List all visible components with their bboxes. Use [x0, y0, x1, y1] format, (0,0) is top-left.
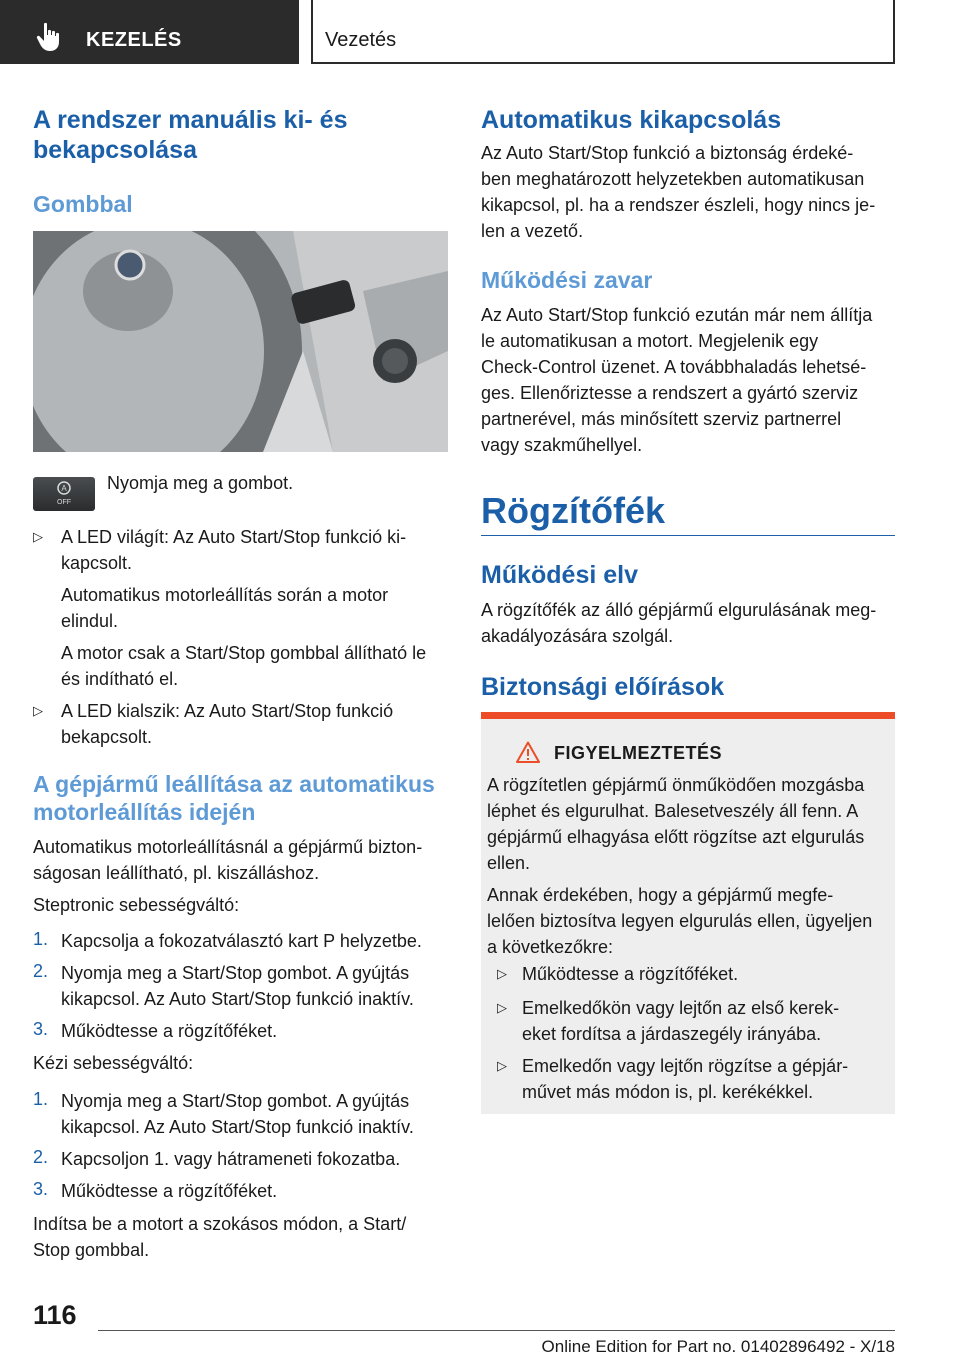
- heading-safety: Biztonsági előírások: [481, 673, 725, 701]
- led-on-line1: A LED világít: Az Auto Start/Stop funkció ki-: [61, 527, 407, 547]
- heading-manual: A rendszer manuális ki- és bekapcsolása: [33, 106, 348, 164]
- list-number: 3.: [33, 1019, 49, 1039]
- manual-line2: és indítható el.: [61, 669, 179, 689]
- chapter-title: KEZELÉS: [86, 29, 182, 51]
- heading-rule: [481, 535, 895, 536]
- led-on-line2: kapcsolt.: [61, 553, 133, 573]
- auto-off-line4: len a vezető.: [481, 221, 584, 241]
- triangle-bullet-icon: ▷: [497, 1058, 507, 1073]
- step-item-1: Kapcsolja a fokozatválasztó kart P helyzetbe.: [61, 931, 422, 951]
- list-number: 1.: [33, 929, 49, 949]
- page-number: 116: [33, 1300, 77, 1330]
- warn-item-3-line2: művet más módon is, pl. kerékékkel.: [522, 1082, 814, 1102]
- manual-line1: A motor csak a Start/Stop gombbal állítható le: [61, 643, 427, 663]
- step-item-2-line2: kikapcsol. Az Auto Start/Stop funkció inaktív.: [61, 989, 414, 1009]
- section-tab[interactable]: [311, 0, 895, 64]
- warn-item-3-line1: Emelkedőn vagy lejtőn rögzítse a gépjár-: [522, 1056, 849, 1076]
- manual-item-1-line2: kikapcsol. Az Auto Start/Stop funkció inaktív.: [61, 1117, 414, 1137]
- steering-wheel-photo: [33, 231, 448, 452]
- park-para-line1: Automatikus motorleállításnál a gépjármű bizton-: [33, 837, 423, 857]
- warn-p1-line3: gépjármű elhagyása előtt rögzítse azt elgurulás: [487, 827, 865, 847]
- heading-park-line2: motorleállítás idején: [33, 799, 256, 825]
- heading-fault: Működési zavar: [481, 267, 653, 293]
- auto-off-line3: kikapcsol, pl. ha a rendszer észleli, hogy nincs je-: [481, 195, 876, 215]
- manual-item-3: Működtesse a rögzítőféket.: [61, 1181, 278, 1201]
- closing-line2: Stop gombbal.: [33, 1240, 150, 1260]
- fault-line5: partnerével, más minősített szerviz partnerrel: [481, 409, 842, 429]
- warn-item-1: Működtesse a rögzítőféket.: [522, 964, 739, 984]
- triangle-bullet-icon: ▷: [33, 703, 43, 718]
- warning-triangle-icon: [516, 741, 540, 763]
- fault-line4: ges. Ellenőriztesse a rendszert a gyártó szerviz: [481, 383, 859, 403]
- heading-auto-off: Automatikus kikapcsolás: [481, 106, 782, 134]
- warn-p2-line2: lelően biztosítva legyen elgurulás ellen, ügyeljen: [487, 911, 873, 931]
- triangle-bullet-icon: ▷: [33, 529, 43, 544]
- fault-line2: le automatikusan a motort. Megjelenik egy: [481, 331, 819, 351]
- step-item-2-line1: Nyomja meg a Start/Stop gombot. A gyújtás: [61, 963, 410, 983]
- step-item-3: Működtesse a rögzítőféket.: [61, 1021, 278, 1041]
- warn-item-2-line2: eket fordítsa a járdaszegély irányába.: [522, 1024, 822, 1044]
- footer-rule: [98, 1330, 895, 1331]
- warn-p1-line1: A rögzítetlen gépjármű önműködően mozgásba: [487, 775, 865, 795]
- principle-line1: A rögzítőfék az álló gépjármű elgurulásának meg-: [481, 600, 877, 620]
- principle-line2: akadályozására szolgál.: [481, 626, 674, 646]
- warn-item-2-line1: Emelkedőkön vagy lejtőn az első kerek-: [522, 998, 840, 1018]
- steptronic-label: Steptronic sebességváltó:: [33, 895, 240, 915]
- warn-p1-line2: léphet és elgurulhat. Balesetveszély áll fenn. A: [487, 801, 859, 821]
- auto-start-line2: elindul.: [61, 611, 119, 631]
- list-number: 2.: [33, 961, 49, 981]
- fault-line1: Az Auto Start/Stop funkció ezután már nem állítja: [481, 305, 873, 325]
- manual-gear-label: Kézi sebességváltó:: [33, 1053, 194, 1073]
- list-number: 2.: [33, 1147, 49, 1167]
- triangle-bullet-icon: ▷: [497, 1000, 507, 1015]
- press-button-text: Nyomja meg a gombot.: [107, 473, 294, 493]
- fault-line3: Check-Control üzenet. A továbbhaladás lehetsé-: [481, 357, 867, 377]
- list-number: 3.: [33, 1179, 49, 1199]
- triangle-bullet-icon: ▷: [497, 966, 507, 981]
- closing-line1: Indítsa be a motort a szokásos módon, a Start/: [33, 1214, 407, 1234]
- auto-start-stop-button-image: [33, 477, 95, 511]
- list-number: 1.: [33, 1089, 49, 1109]
- svg-text:A: A: [61, 484, 67, 493]
- led-off-line1: A LED kialszik: Az Auto Start/Stop funkció: [61, 701, 394, 721]
- warn-p2-line1: Annak érdekében, hogy a gépjármű megfe-: [487, 885, 834, 905]
- heading-button: Gombbal: [33, 191, 133, 217]
- park-para-line2: ságosan leállítható, pl. kiszálláshoz.: [33, 863, 320, 883]
- auto-start-line1: Automatikus motorleállítás során a motor: [61, 585, 389, 605]
- auto-off-line1: Az Auto Start/Stop funkció a biztonság érdeké-: [481, 143, 854, 163]
- warn-p2-line3: a következőkre:: [487, 937, 614, 957]
- edition-text: Online Edition for Part no. 01402896492 - X/18: [541, 1337, 895, 1356]
- section-title: Vezetés: [325, 29, 397, 51]
- warn-p1-line4: ellen.: [487, 853, 531, 873]
- manual-item-2: Kapcsoljon 1. vagy hátrameneti fokozatba.: [61, 1149, 401, 1169]
- heading-park-line1: A gépjármű leállítása az automatikus: [33, 771, 435, 797]
- hand-pointer-icon: [36, 22, 64, 52]
- heading-parking-brake: Rögzítőfék: [481, 490, 665, 531]
- button-image-label: OFF: [57, 499, 71, 506]
- warning-title: FIGYELMEZTETÉS: [554, 743, 723, 763]
- led-off-line2: bekapcsolt.: [61, 727, 153, 747]
- manual-item-1-line1: Nyomja meg a Start/Stop gombot. A gyújtás: [61, 1091, 410, 1111]
- fault-line6: vagy szakműhellyel.: [481, 435, 643, 455]
- auto-off-line2: ben meghatározott helyzetekben automatikusan: [481, 169, 865, 189]
- heading-principle: Működési elv: [481, 561, 638, 589]
